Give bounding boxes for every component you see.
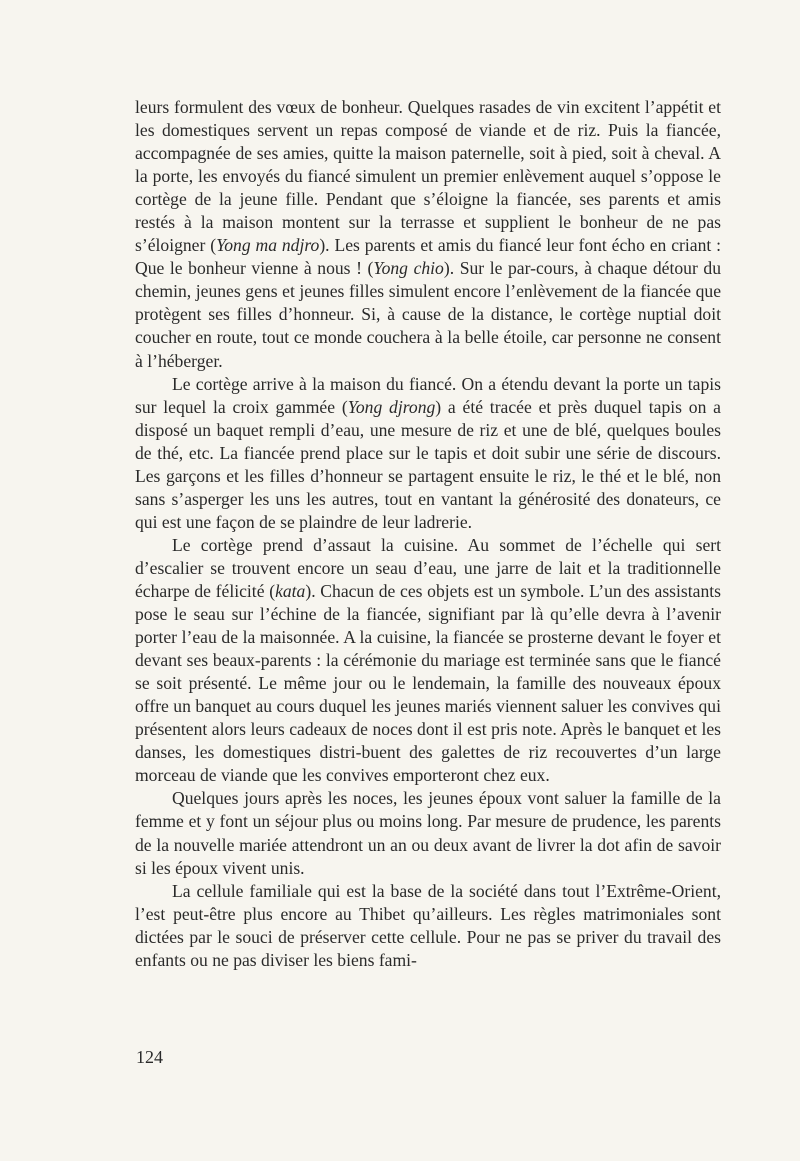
paragraph [135,534,721,788]
text-segment: Quelques jours après les noces, les jeunes époux vont saluer la famille de la femme et y font un séjour plus ou moins long. Par mesure de prudence, les parents de la nouvelle mariée attendront un an ou deux avant de livrer la dot afin de savoir si les époux vivent unis. [135,788,721,878]
text-segment: ). Chacun de ces objets est un symbole. L’un des assistants pose le seau sur l’échine de la fiancée, signifiant par là qu’elle devra à l’avenir porter l’eau de la maisonnée. A la cuisine, la fiancée se prosterne devant le foyer et devant ses beaux-parents : la cérémonie du mariage est terminée sans que le fiancé se soit présenté. Le même jour ou le lendemain, la famille des nouveaux époux offre un banquet au cours duquel les jeunes mariés viennent saluer les convives qui présentent alors leurs cadeaux de noces dont il est pris note. Après le banquet et les danses, les domestiques distri-buent des galettes de riz recouvertes d’un large morceau de viande que les convives emporteront chez eux. [135,580,721,786]
italic-term: Yong ma ndjro [216,235,320,256]
italic-term: kata [275,580,306,601]
text-segment: ). Les parents et amis du fiancé leur font écho en criant : Que le bonheur vienne à nous ! ( [135,235,722,279]
text-segment: ) a été tracée et près duquel tapis on a disposé un baquet rempli d’eau, une mesure de riz et une de blé, quelques boules de thé, etc. La fiancée prend place sur le tapis et doit subir une série de discours. Les garçons et les filles d’honneur se partagent ensuite le riz, le thé et le blé, non sans s’asperger les uns les autres, tout en vantant la générosité des donateurs, ce qui est une façon de se plaindre de leur ladrerie. [135,396,721,532]
page-number: 124 [136,1047,163,1067]
italic-term: Yong djrong [347,396,436,417]
text-segment: ). Sur le par-cours, à chaque détour du chemin, jeunes gens et jeunes filles simulent encore l’enlèvement de la fiancée que protègent ses filles d’honneur. Si, à cause de la distance, le cortège nuptial doit coucher en route, tout ce monde couchera à la belle étoile, car personne ne consent à l’héberger. [135,258,721,371]
text-segment: Le cortège prend d’assaut la cuisine. Au sommet de l’échelle qui sert d’escalier se trouvent encore un seau d’eau, une jarre de lait et la traditionnelle écharpe de félicité ( [135,534,721,601]
paragraph [135,373,721,534]
italic-term: Yong chio [373,258,444,279]
text-segment: Le cortège arrive à la maison du fiancé. On a étendu devant la porte un tapis sur lequel la croix gammée ( [135,373,721,417]
paragraph [135,880,721,972]
text-segment: leurs formulent des vœux de bonheur. Quelques rasades de vin excitent l’appétit et les domestiques servent un repas composé de viande et de riz. Puis la fiancée, accompagnée de ses amies, quitte la maison paternelle, soit à pied, soit à cheval. A la porte, les envoyés du fiancé simulent un premier enlèvement auquel s’oppose le cortège de la jeune fille. Pendant que s’éloigne la fiancée, ses parents et amis restés à la maison montent sur la terrasse et supplient le bonheur de ne pas s’éloigner ( [135,97,721,256]
paragraph [135,96,721,373]
text-segment: La cellule familiale qui est la base de la société dans tout l’Extrême-Orient, l’est peut-être plus encore au Thibet qu’ailleurs. Les règles matrimoniales sont dictées par le souci de préserver cette cellule. Pour ne pas se priver du travail des enfants ou ne pas diviser les biens fami- [135,880,721,970]
body-text [135,96,721,972]
paragraph [135,787,721,879]
